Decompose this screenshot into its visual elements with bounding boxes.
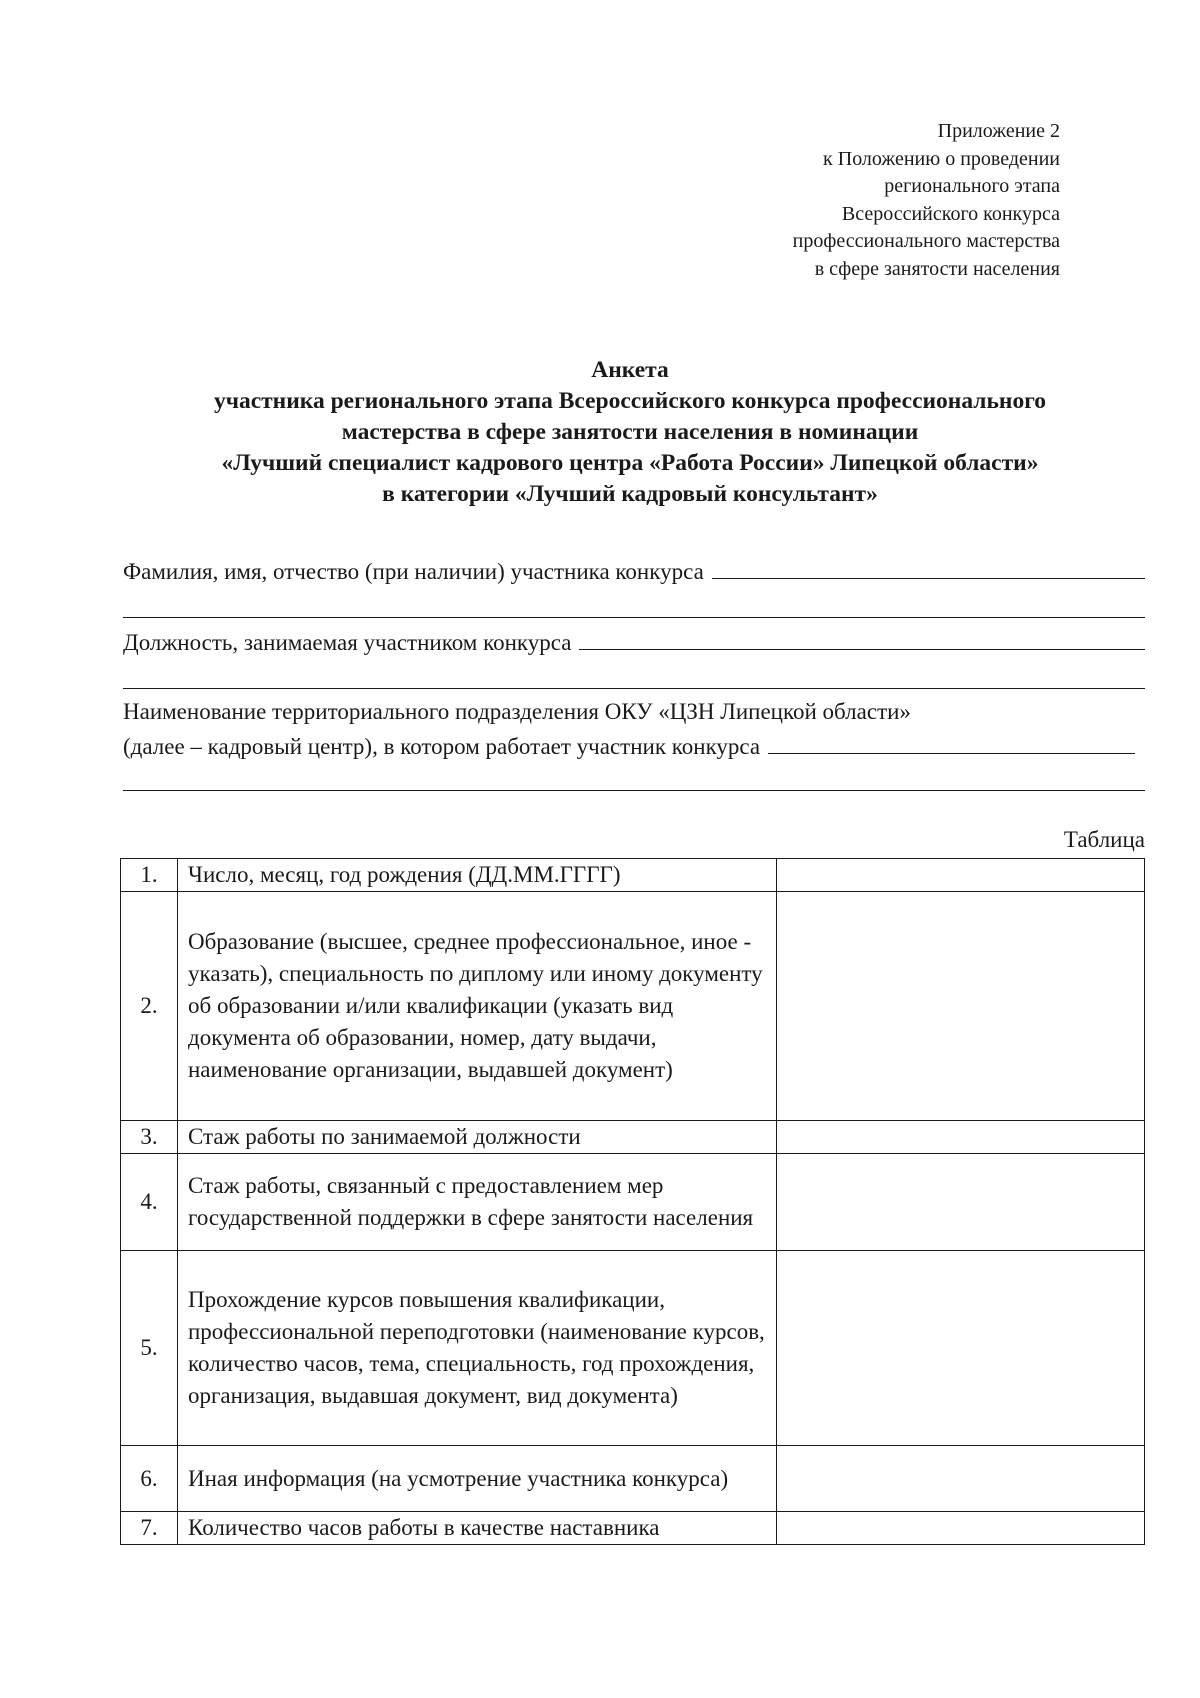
row-value-cell[interactable]	[777, 1121, 1145, 1154]
fio-label: Фамилия, имя, отчество (при наличии) участника конкурса	[123, 559, 704, 584]
table-row	[121, 859, 1145, 892]
division-label-line1: Наименование территориального подразделения ОКУ «ЦЗН Липецкой области»	[123, 699, 911, 724]
appendix-line: в сфере занятости населения	[814, 257, 1060, 280]
row-value-cell[interactable]	[777, 1512, 1145, 1545]
row-number: 4.	[121, 1154, 178, 1251]
division-blank-line[interactable]	[123, 790, 1145, 791]
appendix-header	[793, 118, 1060, 283]
row-value-cell[interactable]	[777, 1154, 1145, 1251]
row-number: 2.	[121, 892, 178, 1121]
row-label: Образование (высшее, среднее профессиональное, иное - указать), специальность по диплому или иному документу об образовании и/или квалификации (указать вид документа об образовании, номер, дату выдачи, наименование организации, выдавшей документ)	[178, 892, 777, 1121]
title-line: участника регионального этапа Всероссийского конкурса профессионального	[213, 388, 1047, 414]
division-field[interactable]	[123, 729, 1145, 763]
title-line: мастерства в сфере занятости населения в номинации	[341, 419, 919, 445]
fio-blank-line[interactable]	[123, 617, 1145, 618]
division-blank[interactable]	[768, 729, 1135, 754]
questionnaire-table	[120, 858, 1145, 1545]
appendix-line: регионального этапа	[884, 175, 1060, 197]
table-row	[121, 892, 1145, 1121]
row-number: 1.	[121, 859, 178, 892]
table-row	[121, 1251, 1145, 1446]
appendix-line: Всероссийского конкурса	[841, 202, 1060, 225]
row-number: 7.	[121, 1512, 178, 1545]
position-blank-line[interactable]	[123, 688, 1145, 689]
title-line: Анкета	[591, 357, 669, 383]
row-value-cell[interactable]	[777, 1251, 1145, 1446]
fio-field[interactable]	[123, 554, 1145, 588]
row-label: Число, месяц, год рождения (ДД.ММ.ГГГГ)	[178, 859, 777, 892]
row-value-cell[interactable]	[777, 859, 1145, 892]
table-caption: Таблица	[1063, 827, 1145, 852]
position-field[interactable]	[123, 625, 1145, 659]
table-row	[121, 1154, 1145, 1251]
table-row	[121, 1512, 1145, 1545]
appendix-line: Приложение 2	[937, 120, 1060, 142]
row-number: 5.	[121, 1251, 178, 1446]
document-title	[110, 355, 1150, 510]
row-label: Количество часов работы в качестве наставника	[178, 1512, 777, 1545]
fio-blank[interactable]	[712, 554, 1145, 579]
appendix-line: профессионального мастерства	[792, 230, 1060, 252]
row-value-cell[interactable]	[777, 892, 1145, 1121]
table-row	[121, 1446, 1145, 1512]
division-label-line2: (далее – кадровый центр), в котором работает участник конкурса	[123, 734, 761, 759]
row-number: 6.	[121, 1446, 178, 1512]
position-label: Должность, занимаемая участником конкурса	[123, 630, 572, 655]
position-blank[interactable]	[579, 625, 1145, 650]
row-number: 3.	[121, 1121, 178, 1154]
row-label: Иная информация (на усмотрение участника конкурса)	[178, 1446, 777, 1512]
title-line: «Лучший специалист кадрового центра «Работа России» Липецкой области»	[221, 450, 1039, 476]
title-line: в категории «Лучший кадровый консультант»	[382, 481, 878, 507]
table-row	[121, 1121, 1145, 1154]
row-label: Стаж работы, связанный с предоставлением мер государственной поддержки в сфере занятости населения	[178, 1154, 777, 1251]
appendix-line: к Положению о проведении	[823, 147, 1060, 170]
row-value-cell[interactable]	[777, 1446, 1145, 1512]
row-label: Стаж работы по занимаемой должности	[178, 1121, 777, 1154]
row-label: Прохождение курсов повышения квалификации, профессиональной переподготовки (наименование курсов, количество часов, тема, специальность, год прохождения, организация, выдавшая документ, вид документа)	[178, 1251, 777, 1446]
